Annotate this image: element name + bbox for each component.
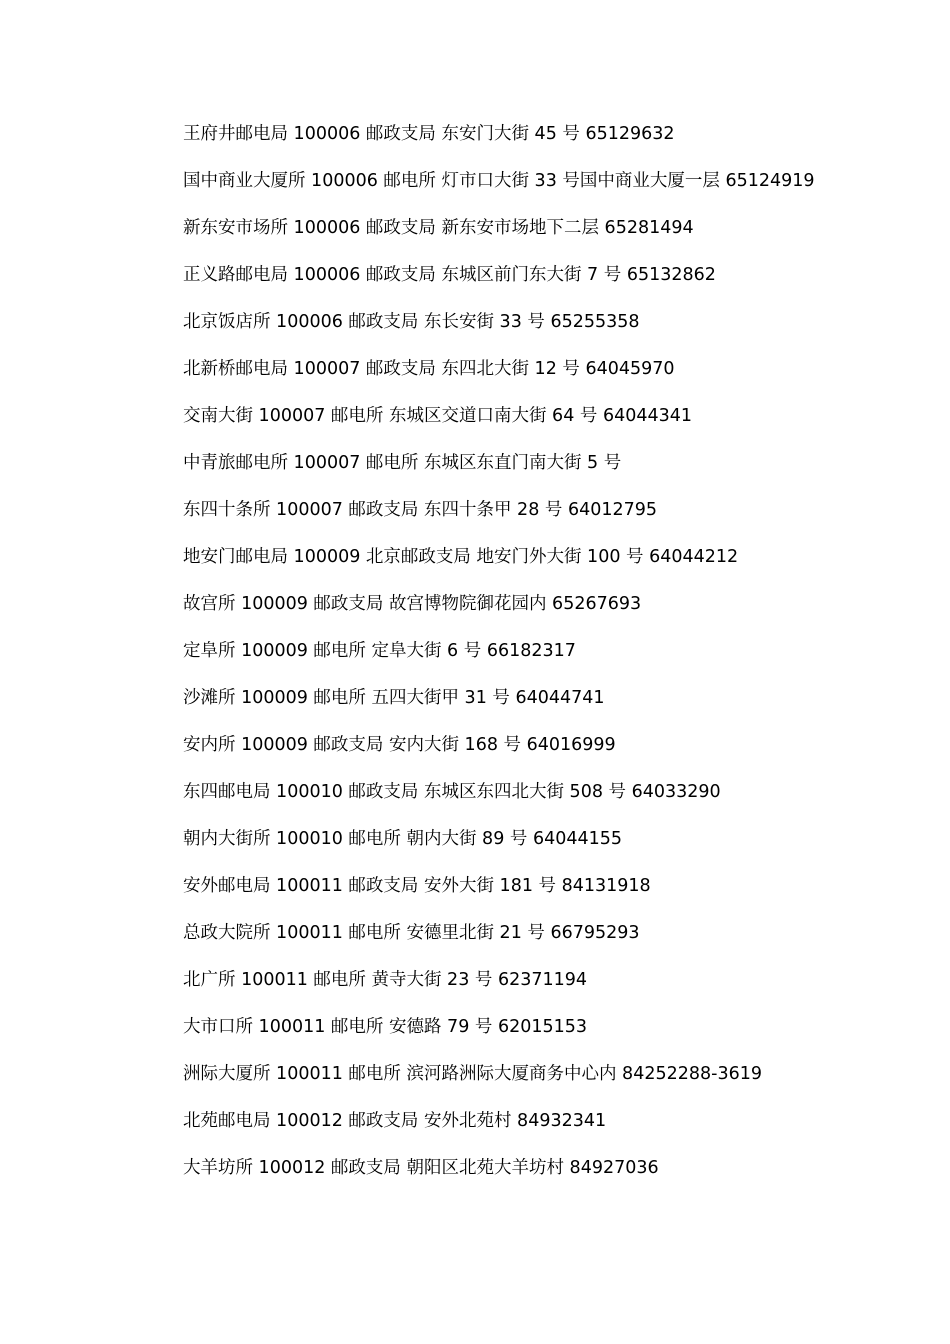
list-item: 北京饭店所 100006 邮政支局 东长安街 33 号 65255358 xyxy=(183,312,640,332)
list-item: 大羊坊所 100012 邮政支局 朝阳区北苑大羊坊村 84927036 xyxy=(183,1158,659,1178)
list-item: 交南大街 100007 邮电所 东城区交道口南大街 64 号 64044341 xyxy=(183,406,693,426)
list-item: 中青旅邮电所 100007 邮电所 东城区东直门南大街 5 号 xyxy=(183,453,622,473)
list-item: 沙滩所 100009 邮电所 五四大街甲 31 号 64044741 xyxy=(183,688,605,708)
post-office-list xyxy=(144,122,824,1203)
list-item: 新东安市场所 100006 邮政支局 新东安市场地下二层 65281494 xyxy=(183,218,694,238)
list-item: 朝内大街所 100010 邮电所 朝内大街 89 号 64044155 xyxy=(183,829,623,849)
list-item: 总政大院所 100011 邮电所 安德里北街 21 号 66795293 xyxy=(183,923,640,943)
list-item: 定阜所 100009 邮电所 定阜大街 6 号 66182317 xyxy=(183,641,576,661)
list-item: 北广所 100011 邮电所 黄寺大街 23 号 62371194 xyxy=(183,970,588,990)
list-item: 正义路邮电局 100006 邮政支局 东城区前门东大街 7 号 65132862 xyxy=(183,265,716,285)
list-item: 国中商业大厦所 100006 邮电所 灯市口大街 33 号国中商业大厦一层 65124919 xyxy=(183,171,815,191)
list-item: 安内所 100009 邮政支局 安内大街 168 号 64016999 xyxy=(183,735,616,755)
list-item: 安外邮电局 100011 邮政支局 安外大街 181 号 84131918 xyxy=(183,876,651,896)
list-item: 大市口所 100011 邮电所 安德路 79 号 62015153 xyxy=(183,1017,588,1037)
list-item: 故宫所 100009 邮政支局 故宫博物院御花园内 65267693 xyxy=(183,594,642,614)
list-item: 北苑邮电局 100012 邮政支局 安外北苑村 84932341 xyxy=(183,1111,607,1131)
list-item: 东四邮电局 100010 邮政支局 东城区东四北大街 508 号 64033290 xyxy=(183,782,721,802)
list-item: 东四十条所 100007 邮政支局 东四十条甲 28 号 64012795 xyxy=(183,500,658,520)
list-item: 洲际大厦所 100011 邮电所 滨河路洲际大厦商务中心内 84252288-3619 xyxy=(183,1064,762,1084)
list-item: 地安门邮电局 100009 北京邮政支局 地安门外大街 100 号 64044212 xyxy=(183,547,739,567)
list-item: 王府井邮电局 100006 邮政支局 东安门大街 45 号 65129632 xyxy=(183,124,675,144)
list-item: 北新桥邮电局 100007 邮政支局 东四北大街 12 号 64045970 xyxy=(183,359,675,379)
